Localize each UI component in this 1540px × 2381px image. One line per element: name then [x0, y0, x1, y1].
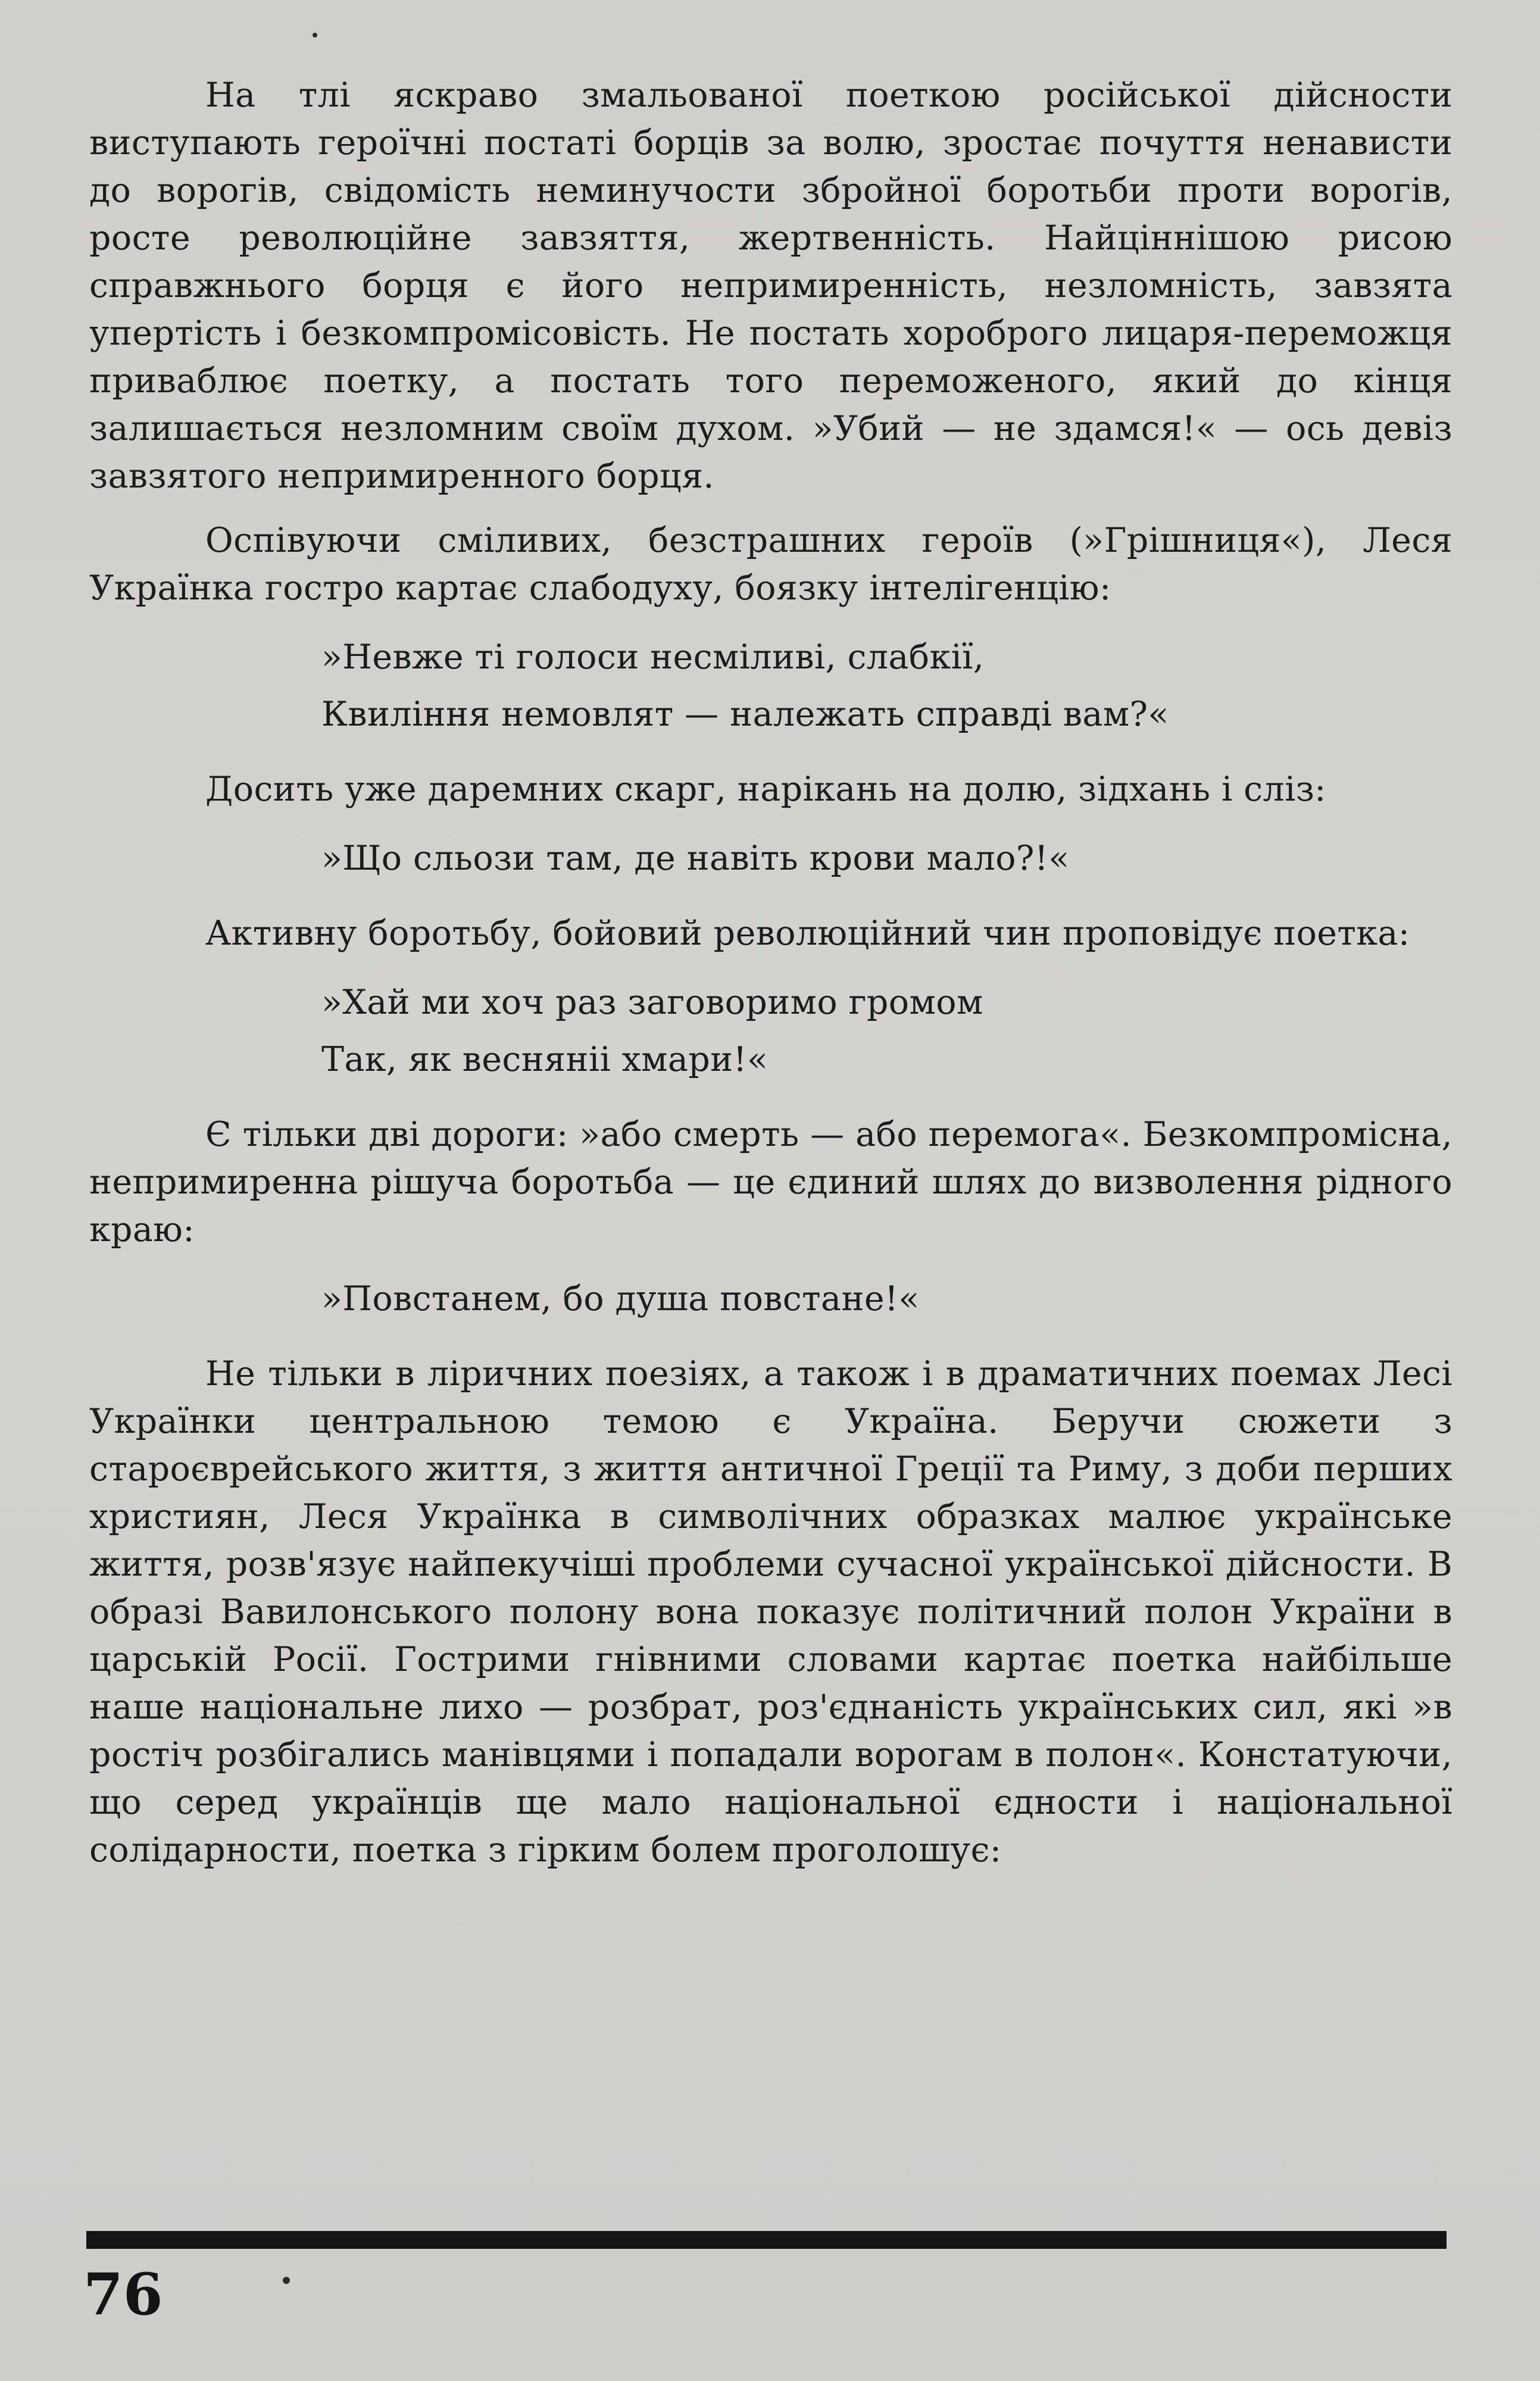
- paragraph-complaints: Досить уже даремних скарг, нарікань на долю, зідхань і сліз:: [205, 770, 1326, 809]
- verse-line: »Невже ті голоси несміливі, слабкії,: [321, 638, 985, 677]
- verse-line: Квиління немовлят — належать справді вам?«: [321, 695, 1169, 734]
- verse-line: »Повстанем, бо душа повстане!«: [321, 1279, 920, 1318]
- verse-line: »Хай ми хоч раз заговоримо громом: [321, 983, 983, 1022]
- footer-rule: [86, 2231, 1447, 2249]
- verse-quote-2: [321, 830, 1452, 887]
- paragraph-two-roads: Є тільки дві дороги: »або смерть — або перемога«. Безкомпромісна, непримиренна рішуча боротьба — це єдиний шлях до визволення рідного краю:: [89, 1115, 1452, 1249]
- verse-quote-1: [321, 629, 1452, 743]
- body-text: [89, 71, 1452, 1891]
- verse-quote-3: [321, 974, 1452, 1088]
- paragraph-intro: На тлі яскраво змальованої поеткою російської дійсности виступають героїчні постаті борців за волю, зростає почуття ненависти до ворогів, свідомість неминучости збройної боротьби проти ворогів, росте революційне завзяття, жертвенність. Найціннішою рисою справжнього борця є його непримиренність, незломність, завзята упертість і безкомпромісовість. Не постать хороброго лицаря-переможця приваблює поетку, а постать того переможеного, який до кінця залишається незломним своїм духом. »Убий — не здамся!« — ось девіз завзятого непримиренного борця.: [89, 76, 1452, 496]
- paragraph-sinner: Оспівуючи сміливих, безстрашних героїв (»Грішниця«), Леся Українка гостро картає слабодуху, боязку інтелігенцію:: [89, 521, 1452, 608]
- ink-speck: [313, 33, 317, 38]
- paragraph-dramatic-poems: Не тільки в ліричних поезіях, а також і в драматичних поемах Лесі Українки центральною темою є Україна. Беручи сюжети з староєврейського життя, з життя античної Греції та Риму, з доби перших християн, Леся Українка в символічних образках малює українське життя, розв'язує найпекучіші проблеми сучасної української дійсности. В образі Вавилонського полону вона показує політичний полон України в царській Росії. Гострими гнівними словами картає поетка найбільше наше національне лихо — розбрат, роз'єднаність українських сил, які »в ростіч розбігались манівцями і попадали ворогам в полон«. Констатуючи, що серед українців ще мало національної єдности і національної солідарности, поетка з гірким болем проголошує:: [89, 1354, 1452, 1870]
- verse-line: Так, як весняніі хмари!«: [321, 1040, 769, 1079]
- verse-quote-4: [321, 1270, 1452, 1327]
- verse-line: »Що сльози там, де навіть крови мало?!«: [321, 839, 1070, 878]
- ink-speck: [283, 2277, 290, 2284]
- page-number: 76: [83, 2261, 163, 2328]
- paragraph-active-struggle: Активну боротьбу, бойовий революційний чин проповідує поетка:: [205, 914, 1410, 953]
